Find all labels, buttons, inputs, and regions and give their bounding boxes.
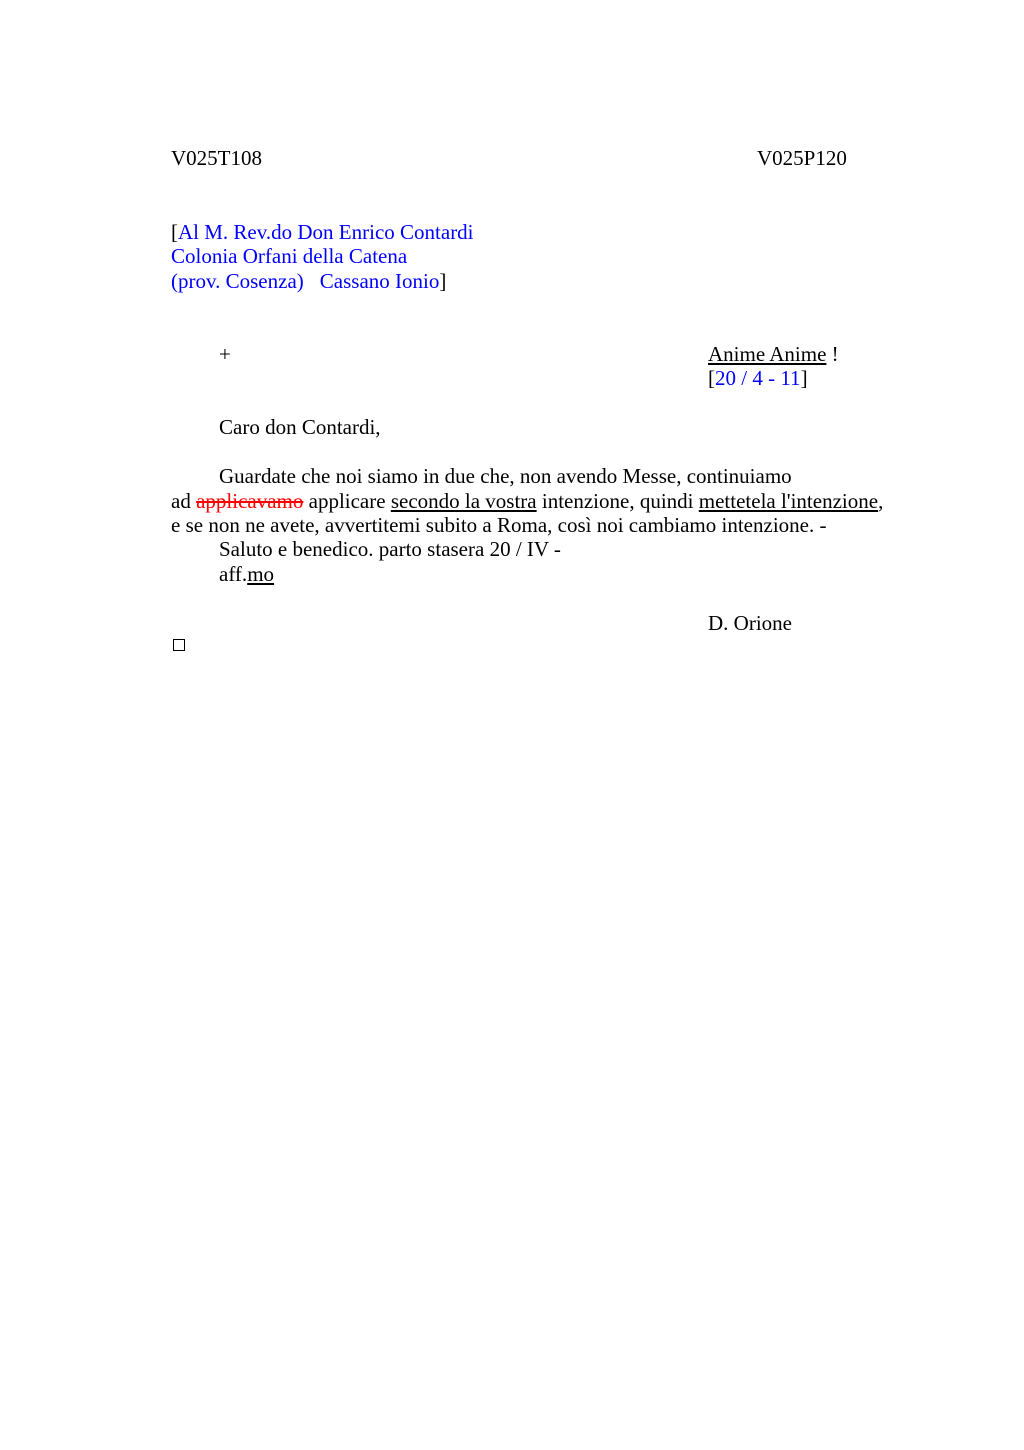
body-text: ad [171, 489, 197, 513]
address-recipient: Al M. Rev.do Don Enrico Contardi [178, 220, 474, 244]
date-line [708, 366, 808, 390]
body-text: intenzione, quindi [536, 489, 699, 513]
date-value: 20 / 4 - 11 [715, 366, 801, 390]
body-line-3: e se non ne avete, avvertitemi subito a Roma, così noi cambiamo intenzione. - [171, 513, 827, 537]
motto-exclaim: ! [826, 342, 839, 366]
body-text: , [878, 489, 884, 513]
document-code-right: V025P120 [757, 146, 847, 170]
address-line-1 [171, 220, 474, 244]
address-line-3 [171, 269, 446, 293]
struck-word: applicavamo [196, 489, 304, 513]
body-text: applicare [303, 489, 391, 513]
date-open-bracket: [ [708, 366, 715, 390]
document-code-left: V025T108 [171, 146, 262, 170]
closing-superscript: mo [247, 562, 275, 586]
body-line-4: Saluto e benedico. parto stasera 20 / IV - [219, 537, 561, 561]
signature: D. Orione [708, 611, 792, 635]
cross-symbol: + [219, 342, 231, 366]
end-marker-box [173, 639, 185, 651]
date-close-bracket: ] [800, 366, 808, 390]
motto-text: Anime Anime [708, 342, 827, 366]
closing [219, 562, 274, 586]
address-close-bracket: ] [439, 269, 447, 293]
address-open-bracket: [ [171, 220, 178, 244]
salutation: Caro don Contardi, [219, 415, 381, 439]
closing-text: aff. [219, 562, 248, 586]
underlined-phrase: secondo la vostra [390, 489, 537, 513]
motto [708, 342, 839, 366]
underlined-phrase: mettetela l'intenzione [698, 489, 879, 513]
address-province: (prov. Cosenza) [171, 269, 304, 293]
address-city: Cassano Ionio [319, 269, 440, 293]
body-line-2 [171, 489, 883, 513]
address-line-2: Colonia Orfani della Catena [171, 244, 408, 268]
body-line-1: Guardate che noi siamo in due che, non avendo Messe, continuiamo [219, 464, 792, 488]
